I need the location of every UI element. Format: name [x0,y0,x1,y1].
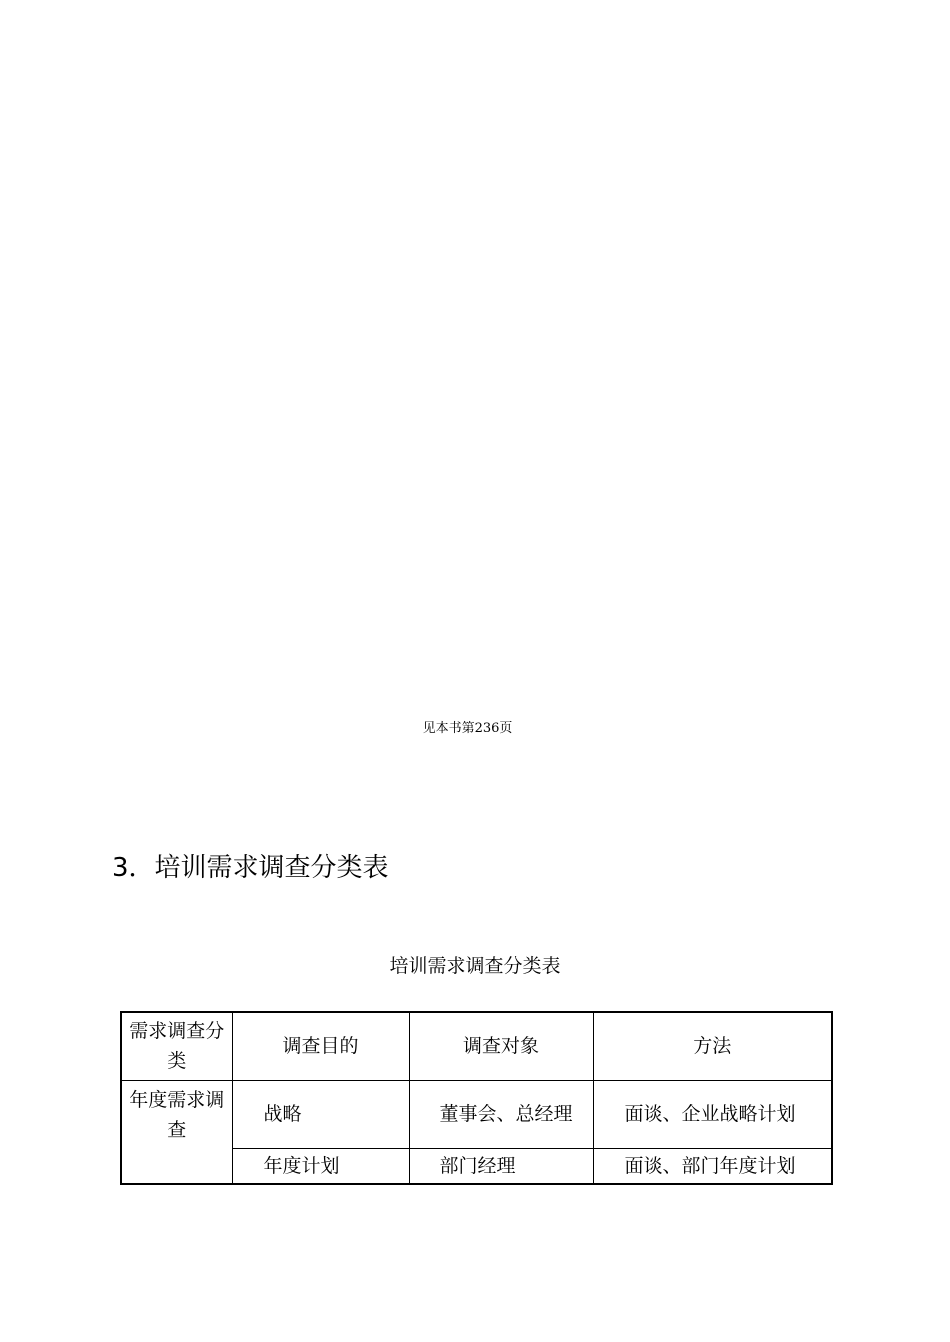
table-row [121,1080,832,1148]
page-reference: 见本书第236页 [422,721,513,736]
section-heading: 3．培训需求调查分类表 [112,853,389,883]
table-header-row [121,1012,832,1080]
method-cell: 面谈、企业战略计划 [593,1080,832,1148]
target-text: 部门经理 [439,1154,516,1177]
target-cell [409,1080,593,1148]
category-cell: 年度需求调查 [121,1080,232,1184]
table-caption: 培训需求调查分类表 [389,955,561,977]
purpose-cell: 战略 [232,1080,409,1148]
method-cell: 面谈、部门年度计划 [593,1148,832,1184]
target-text: 董事会、总经理 [439,1103,573,1125]
purpose-cell: 年度计划 [232,1148,409,1184]
header-method: 方法 [593,1012,832,1080]
header-target: 调查对象 [409,1012,593,1080]
header-purpose: 调查目的 [232,1012,409,1080]
training-needs-table [120,1011,833,1185]
header-category: 需求调查分类 [121,1012,232,1080]
target-cell [409,1148,593,1184]
